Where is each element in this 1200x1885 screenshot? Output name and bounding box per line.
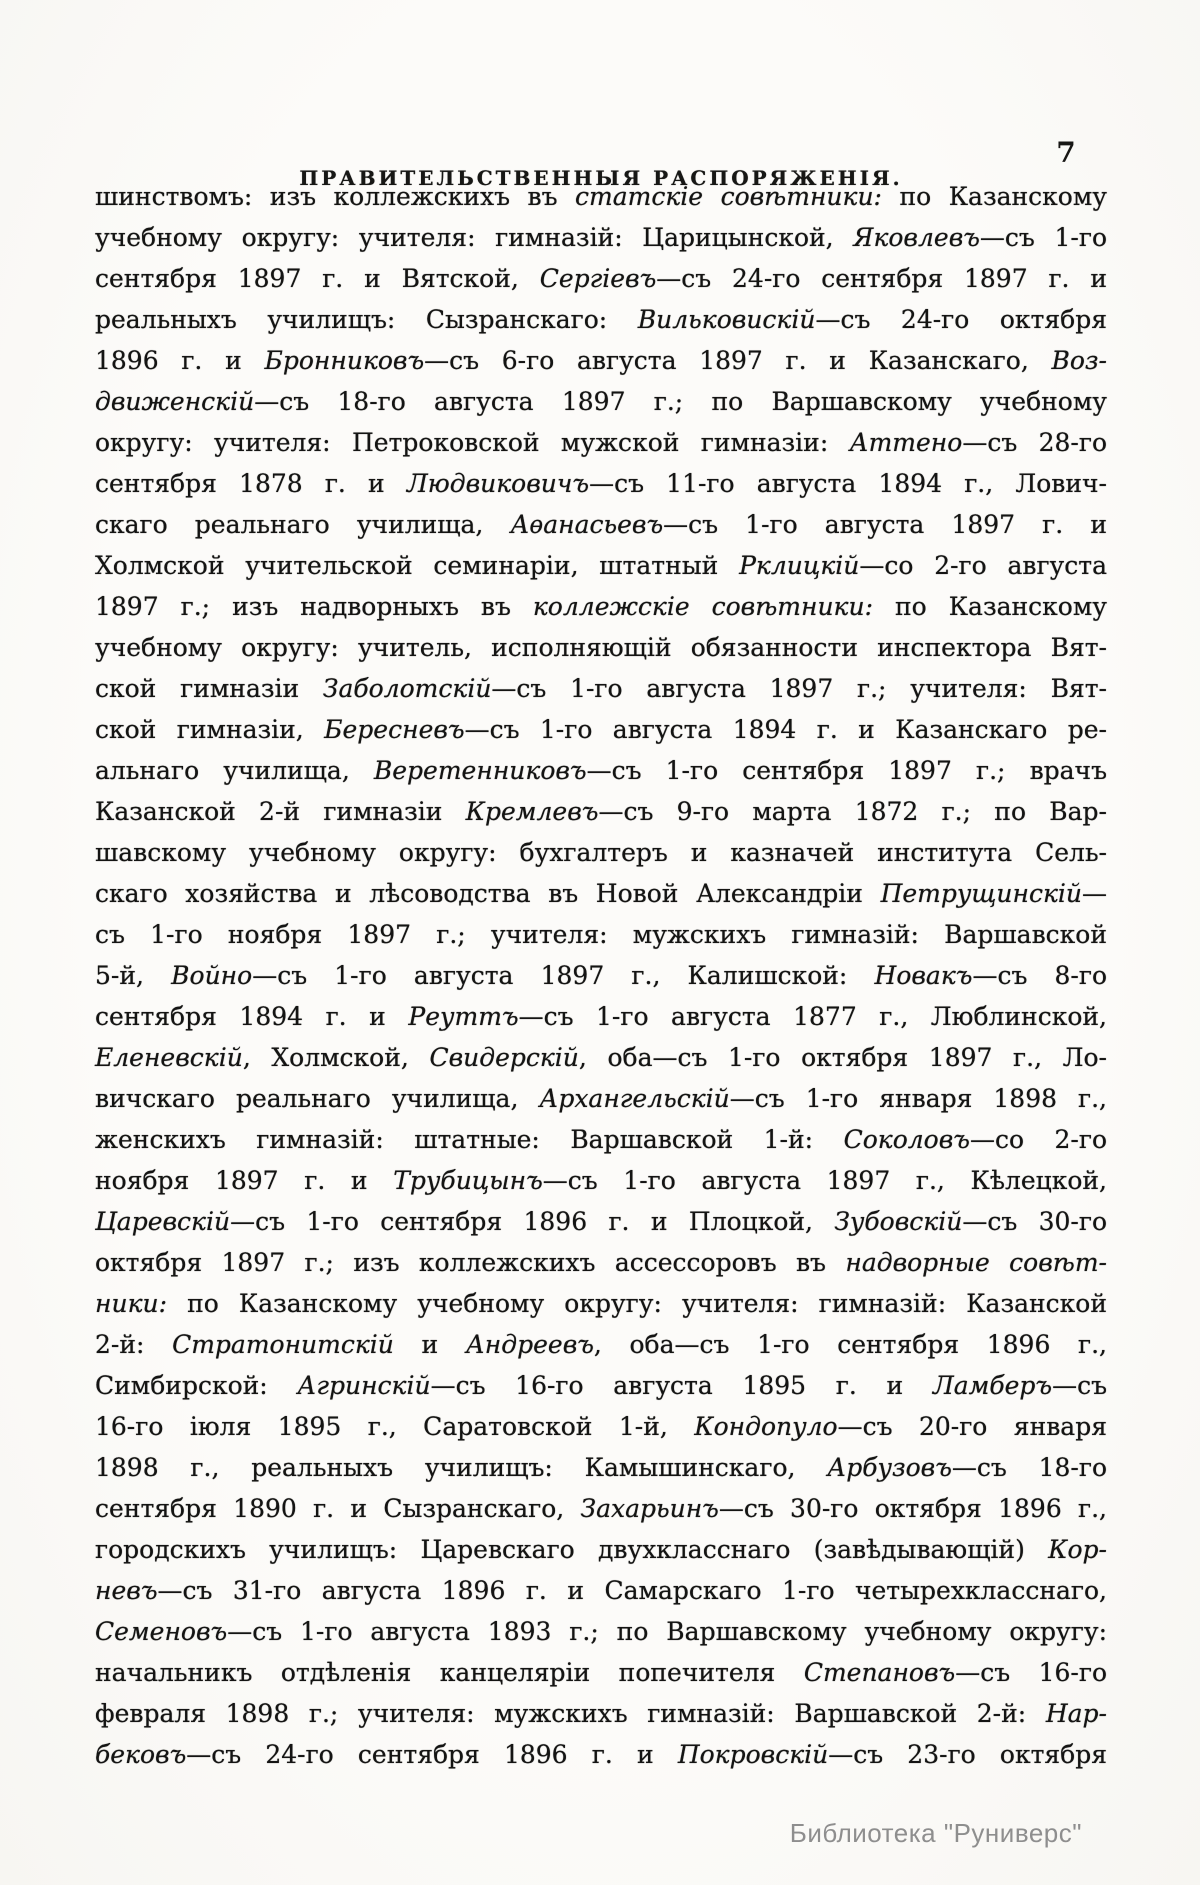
text-segment: февраля 1898 г.; учителя: мужскихъ гимназій: Варшавской 2-й: (95, 1699, 1046, 1728)
italic-name-segment: Арбузовъ (827, 1453, 952, 1482)
text-line (95, 381, 1107, 422)
italic-name-segment: Зубовскій (834, 1207, 963, 1236)
text-segment: и (393, 1330, 466, 1359)
italic-name-segment: Семеновъ (95, 1617, 228, 1646)
text-segment: —съ 30-го октября 1896 г., (718, 1494, 1108, 1523)
italic-name-segment: Вильковискій (637, 305, 816, 334)
text-segment: —съ 1-го сентября 1896 г. и Плоцкой, (230, 1207, 835, 1236)
italic-name-segment: Соколовъ (843, 1125, 970, 1154)
italic-name-segment: Кремлевъ (465, 797, 599, 826)
text-segment: —со 2-го августа (859, 551, 1107, 580)
italic-name-segment: невъ (95, 1576, 158, 1605)
text-line (95, 627, 1107, 668)
italic-name-segment: Кор- (1048, 1535, 1107, 1564)
text-line (95, 1611, 1107, 1652)
text-segment: —съ 1-го августа 1897 г., Калишской: (252, 961, 875, 990)
text-segment: учебному округу: учителя: гимназій: Царицынской, (95, 223, 854, 252)
text-line (95, 1283, 1107, 1324)
italic-name-segment: Заболотскій (322, 674, 492, 703)
text-line (95, 914, 1107, 955)
text-segment: сентября 1878 г. и (95, 469, 407, 498)
italic-name-segment: Еленевскій (95, 1043, 243, 1072)
text-segment: реальныхъ училищъ: Сызранскаго: (95, 305, 638, 334)
page-number: 7 (1056, 136, 1076, 169)
text-segment: по Казанскому (873, 592, 1107, 621)
text-line (95, 832, 1107, 873)
text-line (95, 1201, 1107, 1242)
italic-name-segment: Веретенниковъ (373, 756, 587, 785)
text-line (95, 299, 1107, 340)
text-segment: , оба—съ 1-го октября 1897 г., Ло- (578, 1043, 1108, 1072)
text-segment: — (1082, 879, 1107, 908)
running-header-title: ПРАВИТЕЛЬСТВЕННЫЯ РАСПОРЯЖЕНІЯ. (299, 166, 903, 190)
body-text-block (95, 176, 1107, 1775)
text-line (95, 1119, 1107, 1160)
text-line (95, 422, 1107, 463)
text-segment: городскихъ училищъ: Царевскаго двухкласснаго (завѣдывающій) (95, 1535, 1049, 1564)
text-segment: вичскаго реальнаго училища, (95, 1084, 540, 1113)
italic-name-segment: бековъ (95, 1740, 187, 1769)
text-segment: —съ 31-го августа 1896 г. и Самарскаго 1-го четырехкласснаго, (157, 1576, 1107, 1605)
italic-name-segment: коллежскіе совѣтники: (532, 592, 874, 621)
italic-name-segment: Петрущинскій (880, 879, 1082, 908)
text-segment: —съ 1-го августа 1893 г.; по Варшавскому учебному округу: (227, 1617, 1107, 1646)
text-line (95, 545, 1107, 586)
text-segment: 16-го іюля 1895 г., Саратовской 1-й, (95, 1412, 695, 1441)
text-segment: —съ 1-го сентября 1897 г.; врачъ (586, 756, 1107, 785)
italic-name-segment: Бересневъ (324, 715, 465, 744)
text-line (95, 1160, 1107, 1201)
italic-name-segment: Свидерскій (429, 1043, 579, 1072)
text-segment: начальникъ отдѣленія канцеляріи попечителя (95, 1658, 804, 1687)
text-segment: Холмской учительской семинаріи, штатный (95, 551, 740, 580)
text-line (95, 463, 1107, 504)
text-line (95, 258, 1107, 299)
text-segment: съ 1-го ноября 1897 г.; учителя: мужскихъ гимназій: Варшавской (95, 920, 1107, 949)
text-line (95, 217, 1107, 258)
text-segment: шинствомъ: изъ коллежскихъ въ (95, 182, 576, 211)
italic-name-segment: Царевскій (95, 1207, 231, 1236)
italic-name-segment: Яковлевъ (853, 223, 980, 252)
text-segment: —съ 1-го августа 1897 г., Кѣлецкой, (542, 1166, 1107, 1195)
text-segment: 1896 г. и (95, 346, 265, 375)
text-segment: —съ 18-го августа 1897 г.; по Варшавскому учебному (254, 387, 1107, 416)
italic-name-segment: движенскій (95, 387, 255, 416)
italic-name-segment: Стратонитскій (172, 1330, 394, 1359)
text-segment: —съ 16-го (955, 1658, 1107, 1687)
text-segment: —съ 28-го (962, 428, 1107, 457)
italic-name-segment: Бронниковъ (264, 346, 425, 375)
italic-name-segment: надворные совѣт- (845, 1248, 1107, 1277)
text-line (95, 873, 1107, 914)
text-segment: —съ 24-го сентября 1896 г. и (186, 1740, 678, 1769)
italic-name-segment: Новакъ (874, 961, 973, 990)
text-segment: 1897 г.; изъ надворныхъ въ (95, 592, 533, 621)
text-segment: ской гимназіи, (95, 715, 325, 744)
text-segment: ской гимназіи (95, 674, 323, 703)
italic-name-segment: Людвиковичъ (406, 469, 590, 498)
text-segment: —съ 1-го августа 1894 г. и Казанскаго ре- (464, 715, 1107, 744)
text-segment: —съ 1-го августа 1897 г.; учителя: Вят- (491, 674, 1107, 703)
text-segment: скаго реальнаго училища, (95, 510, 511, 539)
italic-name-segment: Ламберъ (932, 1371, 1053, 1400)
text-line (95, 1324, 1107, 1365)
text-segment: 2-й: (95, 1330, 173, 1359)
text-line (95, 1652, 1107, 1693)
text-line (95, 750, 1107, 791)
italic-name-segment: Нар- (1045, 1699, 1107, 1728)
text-segment: октября 1897 г.; изъ коллежскихъ ассессоровъ въ (95, 1248, 846, 1277)
text-line (95, 586, 1107, 627)
italic-name-segment: Воз- (1051, 346, 1108, 375)
text-segment: , Холмской, (242, 1043, 430, 1072)
text-segment: —съ 24-го сентября 1897 г. и (656, 264, 1107, 293)
text-line (95, 1447, 1107, 1488)
text-segment: —съ 30-го (962, 1207, 1107, 1236)
italic-name-segment: Сергіевъ (539, 264, 657, 293)
text-segment: по Казанскому учебному округу: учителя: гимназій: Казанской (167, 1289, 1107, 1318)
text-line (95, 1365, 1107, 1406)
text-segment: сентября 1894 г. и (95, 1002, 409, 1031)
text-segment: —съ 1-го января 1898 г., (729, 1084, 1107, 1113)
text-line (95, 176, 1107, 217)
text-segment: —съ (1052, 1371, 1107, 1400)
library-watermark: Библиотека "Руниверс" (789, 1818, 1082, 1848)
text-segment: 1898 г., реальныхъ училищъ: Камышинскаго, (95, 1453, 828, 1482)
italic-name-segment: Войно (171, 961, 253, 990)
text-segment: —съ 1-го (979, 223, 1107, 252)
text-segment: альнаго училища, (95, 756, 374, 785)
text-line (95, 340, 1107, 381)
text-segment: сентября 1890 г. и Сызранскаго, (95, 1494, 581, 1523)
text-line (95, 1734, 1107, 1775)
italic-name-segment: Архангельскій (539, 1084, 730, 1113)
italic-name-segment: статскіе совѣтники: (575, 182, 882, 211)
text-line (95, 1078, 1107, 1119)
text-segment: учебному округу: учитель, исполняющій обязанности инспектора Вят- (95, 633, 1107, 662)
text-line (95, 1488, 1107, 1529)
text-line (95, 709, 1107, 750)
text-segment: —съ 11-го августа 1894 г., Лович- (589, 469, 1107, 498)
text-segment: сентября 1897 г. и Вятской, (95, 264, 540, 293)
text-line (95, 668, 1107, 709)
text-line (95, 1242, 1107, 1283)
text-segment: Казанской 2-й гимназіи (95, 797, 466, 826)
italic-name-segment: Реуттъ (408, 1002, 519, 1031)
italic-name-segment: Агринскій (297, 1371, 431, 1400)
text-segment: —съ 24-го октября (815, 305, 1107, 334)
italic-name-segment: Рклицкій (739, 551, 860, 580)
italic-name-segment: Андреевъ (465, 1330, 594, 1359)
text-segment: —со 2-го (969, 1125, 1107, 1154)
italic-name-segment: Аттено (849, 428, 963, 457)
text-segment: шавскому учебному округу: бухгалтеръ и казначей института Сель- (95, 838, 1107, 867)
text-segment: , оба—съ 1-го сентября 1896 г., (593, 1330, 1107, 1359)
text-segment: —съ 23-го октября (828, 1740, 1107, 1769)
italic-name-segment: Степановъ (803, 1658, 956, 1687)
italic-name-segment: ники: (95, 1289, 168, 1318)
text-segment: —съ 8-го (972, 961, 1108, 990)
italic-name-segment: Кондопуло (694, 1412, 838, 1441)
text-segment: —съ 16-го августа 1895 г. и (430, 1371, 933, 1400)
text-line (95, 1037, 1107, 1078)
italic-name-segment: Покровскій (677, 1740, 829, 1769)
text-segment: скаго хозяйства и лѣсоводства въ Новой Александріи (95, 879, 881, 908)
italic-name-segment: Трубицынъ (393, 1166, 543, 1195)
italic-name-segment: Аѳанасьевъ (510, 510, 664, 539)
text-segment: —съ 18-го (951, 1453, 1108, 1482)
text-line (95, 1406, 1107, 1447)
text-line (95, 791, 1107, 832)
text-segment: —съ 1-го августа 1897 г. и (663, 510, 1107, 539)
text-segment: —съ 6-го августа 1897 г. и Казанскаго, (424, 346, 1052, 375)
text-segment: Симбирской: (95, 1371, 298, 1400)
text-segment: —съ 20-го января (837, 1412, 1107, 1441)
text-line (95, 1570, 1107, 1611)
italic-name-segment: Захарьинъ (580, 1494, 719, 1523)
text-segment: округу: учителя: Петроковской мужской гимназіи: (95, 428, 850, 457)
text-segment: по Казанскому (881, 182, 1107, 211)
text-line (95, 504, 1107, 545)
text-segment: 5-й, (95, 961, 172, 990)
text-segment: —съ 9-го марта 1872 г.; по Вар- (598, 797, 1107, 826)
text-segment: ноября 1897 г. и (95, 1166, 394, 1195)
text-segment: женскихъ гимназій: штатные: Варшавской 1-й: (95, 1125, 844, 1154)
text-line (95, 955, 1107, 996)
text-segment: —съ 1-го августа 1877 г., Люблинской, (518, 1002, 1107, 1031)
text-line (95, 1693, 1107, 1734)
text-line (95, 996, 1107, 1037)
text-line (95, 1529, 1107, 1570)
